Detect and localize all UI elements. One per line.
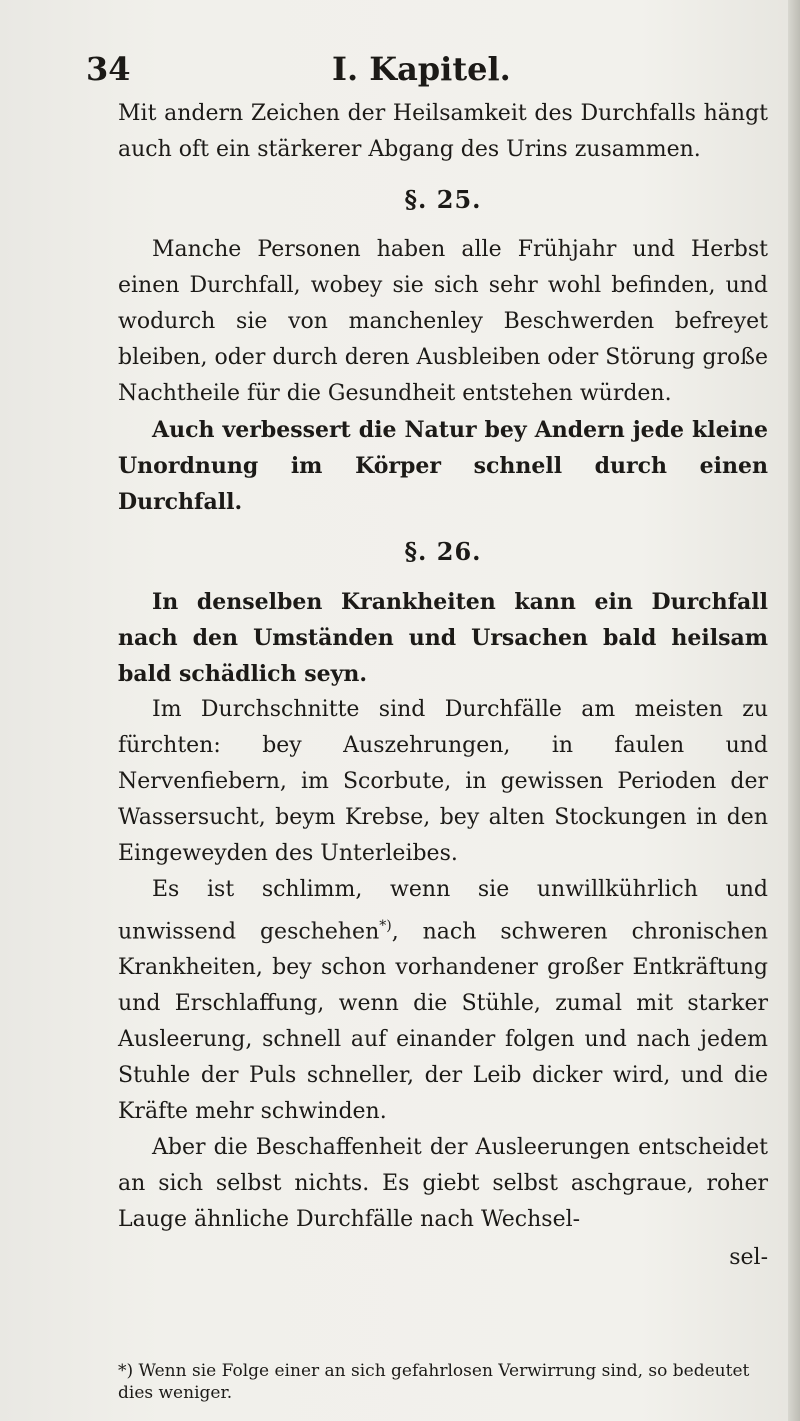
paragraph-6-text: Es ist schlimm, wenn sie unwillkührlich und unwissend geschehen	[118, 877, 768, 945]
paragraph-6-continuation: , nach schweren chronischen Krankheiten, bey schon vorhandener großer Entkräftung und Erschlaffung, wenn die Stühle, zumal mit starker Ausleerung, schnell auf einander folgen und nach jedem Stuhle der Puls schneller, der Leib dicker wird, und die Kräfte mehr schwinden.	[118, 919, 769, 1125]
section-25-heading: §. 25.	[404, 185, 482, 214]
paragraph-3: Auch verbessert die Natur bey Andern jede kleine Unordnung im Körper schnell durch einen Durchfall.	[118, 417, 768, 515]
catchword: sel-	[729, 1245, 768, 1271]
page-body	[118, 96, 768, 1276]
paragraph-2: Manche Personen haben alle Frühjahr und Herbst einen Durchfall, wobey sie sich sehr wohl befinden, und wodurch sie von manchenley Beschwerden befreyet bleiben, oder durch deren Ausbleiben oder Störung große Nachtheile für die Gesundheit entstehen würden.	[118, 237, 768, 406]
page-header	[86, 50, 726, 90]
running-head: I. Kapitel.	[332, 50, 511, 88]
page-number: 34	[86, 50, 131, 88]
paragraph-7: Aber die Beschaffenheit der Ausleerungen entscheidet an sich selbst nichts. Es giebt selbst aschgraue, roher Lauge ähnliche Durchfälle nach Wechsel-	[118, 1135, 768, 1233]
section-26-heading: §. 26.	[404, 537, 482, 566]
paragraph-5: Im Durchschnitte sind Durchfälle am meisten zu fürchten: bey Auszehrungen, in faulen und Nervenfiebern, im Scorbute, in gewissen Perioden der Wassersucht, beym Krebse, bey alten Stockungen in den Eingeweyden des Unterleibes.	[118, 697, 768, 866]
footnote-marker: *)	[379, 918, 392, 934]
paragraph-6	[118, 872, 768, 1130]
paragraph-1: Mit andern Zeichen der Heilsamkeit des Durchfalls hängt auch oft ein stärkerer Abgang des Urins zusammen.	[118, 101, 768, 162]
footnote: *) Wenn sie Folge einer an sich gefahrlosen Verwirrung sind, so bedeutet dies weniger.	[118, 1361, 750, 1403]
paragraph-4: In denselben Krankheiten kann ein Durchfall nach den Umständen und Ursachen bald heilsam bald schädlich seyn.	[118, 589, 768, 687]
page-gutter	[788, 0, 800, 1421]
